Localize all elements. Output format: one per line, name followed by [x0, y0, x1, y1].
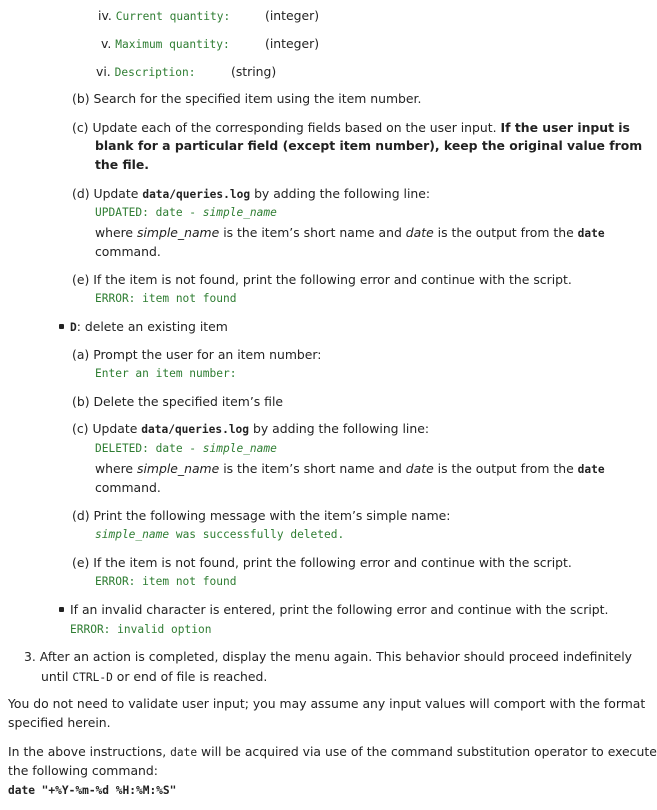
update-step-d: (d) Update data/queries.log by adding the following line:	[72, 186, 431, 201]
validation-note-line2: specified herein.	[8, 715, 111, 730]
validation-note-line1: You do not need to validate user input; you may assume any input values will comport with the format	[8, 696, 646, 711]
deleted-log-line: DELETED: date - simple_name	[95, 442, 277, 455]
delete-step-a: (a) Prompt the user for an item number:	[72, 347, 322, 362]
update-step-c: (c) Update each of the corresponding fields based on the user input. If the user input is	[72, 120, 630, 135]
delete-step-c: (c) Update data/queries.log by adding the following line:	[72, 421, 430, 436]
delete-step-c-command: command.	[95, 480, 161, 495]
date-command: date "+%Y-%m-%d %H:%M:%S"	[8, 784, 177, 797]
delete-step-d: (d) Print the following message with the item’s simple name:	[72, 508, 451, 523]
delete-prompt: Enter an item number:	[95, 367, 237, 380]
bullet-icon	[59, 607, 64, 612]
step-3-line2: until CTRL-D or end of file is reached.	[41, 669, 268, 684]
bullet-icon	[59, 324, 64, 329]
update-step-e: (e) If the item is not found, print the following error and continue with the script.	[72, 272, 572, 287]
delete-step-e: (e) If the item is not found, print the following error and continue with the script.	[72, 555, 572, 570]
deleted-success-message: simple_name was successfully deleted.	[95, 528, 345, 541]
update-step-c-line3: the file.	[95, 157, 150, 172]
delete-error-not-found: ERROR: item not found	[95, 575, 237, 588]
field-type-integer: (integer)	[265, 36, 320, 51]
update-step-b: (b) Search for the specified item using the item number.	[72, 91, 422, 106]
update-step-d-where: where simple_name is the item’s short name and date is the output from the date	[95, 225, 605, 240]
update-error-not-found: ERROR: item not found	[95, 292, 237, 305]
invalid-option-error: ERROR: invalid option	[70, 623, 212, 636]
update-step-c-line2: blank for a particular field (except item number), keep the original value from	[95, 138, 643, 153]
update-step-d-command: command.	[95, 244, 161, 259]
delete-step-c-where: where simple_name is the item’s short name and date is the output from the date	[95, 461, 605, 476]
date-note-line1: In the above instructions, date will be acquired via use of the command substitution operator to execute	[8, 744, 657, 759]
date-note-line2: the following command:	[8, 763, 158, 778]
field-item-description: vi. Description:	[96, 64, 196, 79]
field-type-integer: (integer)	[265, 8, 320, 23]
delete-option: D: delete an existing item	[70, 319, 228, 334]
step-3: 3. After an action is completed, display the menu again. This behavior should proceed indefinitely	[24, 649, 633, 664]
field-item-maximum-quantity: v. Maximum quantity:	[101, 36, 230, 51]
field-type-string: (string)	[231, 64, 277, 79]
updated-log-line: UPDATED: date - simple_name	[95, 206, 277, 219]
invalid-option-text: If an invalid character is entered, print the following error and continue with the script.	[70, 602, 609, 617]
field-item-current-quantity: iv. Current quantity:	[98, 8, 231, 23]
delete-step-b: (b) Delete the specified item’s file	[72, 394, 284, 409]
